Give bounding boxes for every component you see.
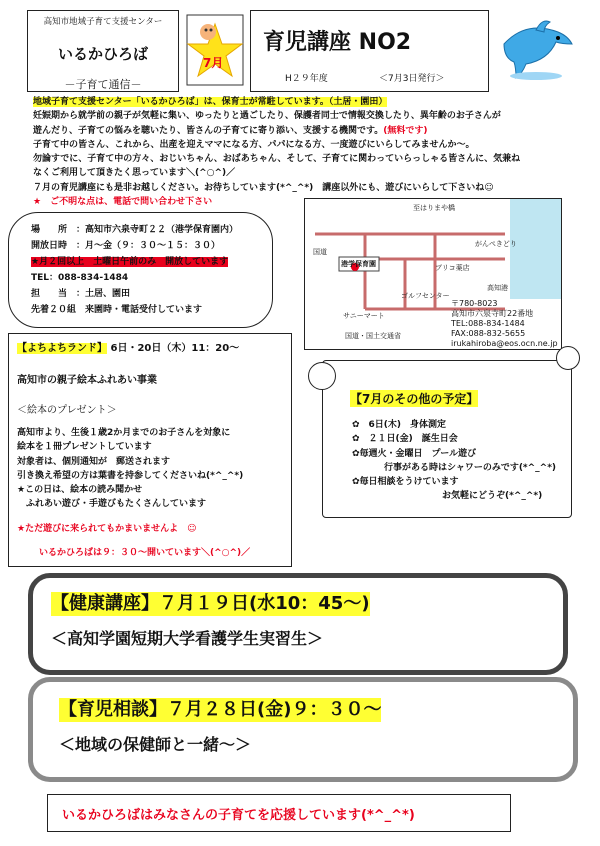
place-label: 場 所 ： <box>31 225 86 235</box>
gift-line: 対象者は、個別通知が 郵送されます <box>17 456 171 467</box>
footer-message: いるかひろばはみなさんの子育てを応援しています(*^_^*) <box>62 808 415 823</box>
welcome-note: ★ただ遊びに来られてもかまいませんよ ☺ <box>17 524 197 534</box>
fiscal-year: H２９年度 <box>285 74 328 84</box>
postal-code: 〒780-8023 <box>451 299 498 308</box>
intro-line: 勿論すでに、子育て中の方々、おじいちゃん、おばあちゃん、そして、子育てに関わっていらっしゃる皆さんに、気兼ね <box>33 154 521 165</box>
consultation-sub: ＜地域の保健師と一緒～＞ <box>59 735 252 754</box>
scroll-curl-icon <box>308 362 336 390</box>
map-fax: FAX:088-832-5655 <box>451 329 526 338</box>
map-address: 高知市六泉寺町22番地 <box>451 309 534 318</box>
map-label: 国道 <box>313 248 327 256</box>
gift-heading: ＜絵本のプレゼント＞ <box>17 405 117 416</box>
gift-line: 高知市より、生後１歳2か月までのお子さんを対象に <box>17 428 231 438</box>
other-schedule-title: 【7月のその他の予定】 <box>350 392 479 406</box>
yochiyochi-dates: 6日・20日（木）11：20～ <box>110 343 240 354</box>
days-value: 月～金（９：３０～１５：３０） <box>85 241 221 251</box>
open-note: いるかひろばは９：３０～開いています＼(^○^)／ <box>39 548 251 558</box>
map-label: がんぺきどり <box>475 240 517 248</box>
staff-label: 担 当 ： <box>31 289 86 299</box>
other-schedule-scroll <box>308 352 576 522</box>
month-badge: 7月 <box>203 56 224 70</box>
schedule-item: ✿ ２１日(金) 誕生日会 <box>352 434 458 445</box>
inquiry-note: ★ ご不明な点は、電話で問い合わせ下さい <box>33 197 213 208</box>
newsletter-subtitle: －子育て通信－ <box>64 78 142 91</box>
schedule-item: ✿毎日相談をうけています <box>352 477 459 488</box>
scroll-curl-icon <box>556 346 580 370</box>
intro <box>33 95 593 209</box>
intro-line: なくご利用して頂きたく思っています＼(^○^)／ <box>33 168 236 179</box>
center-name: 高知市地域子育て支援センター <box>43 17 163 27</box>
center-box <box>27 10 179 92</box>
schedule-item: 行事がある時はシャワーのみです(*^_^*) <box>384 462 557 473</box>
map-label: 至はりまや橋 <box>413 204 455 212</box>
project-name: 高知市の親子絵本ふれあい事業 <box>17 375 157 386</box>
intro-line: 妊娠期から就学前の親子が気軽に集い、ゆったりと過ごしたり、保護者同士で情報交換したり、異年齢のお子さんが <box>33 111 501 122</box>
intro-line: 遊んだり、子育ての悩みを聴いたり、皆さんの子育てに寄り添い、支援する機関です。 <box>33 125 384 136</box>
saturday-note: ★月２回以上 土曜日午前のみ 開放しています <box>31 257 229 267</box>
staff-value: 土居、園田 <box>85 289 131 299</box>
gift-line: ふれあい遊び・手遊びもたくさんしています <box>17 499 207 510</box>
capacity-note: 先着２０組 来園時・電話受付しています <box>31 305 203 315</box>
intro-staff-line: 地域子育て支援センター「いるかひろば」は、保育士が常駐しています。（土居・園田） <box>33 97 388 107</box>
map-label: 国道・国土交通省 <box>345 332 401 340</box>
gift-line: 絵本を１冊プレゼントしています <box>17 442 152 453</box>
dolphin-icon <box>496 14 576 84</box>
issue-date: ＜7月3日発行＞ <box>379 74 445 84</box>
yochiyochi-title: 【よちよちランド】 <box>17 343 107 354</box>
yochiyochi-box <box>8 333 292 567</box>
map-label: 港学保育園 <box>341 260 376 268</box>
map <box>304 198 562 350</box>
map-label: サニーマート <box>343 312 385 320</box>
consultation-banner <box>28 677 578 782</box>
map-tel: TEL:088-834-1484 <box>451 319 525 328</box>
title-box <box>250 10 489 92</box>
health-lecture-sub: ＜高知学園短期大学看護学生実習生＞ <box>51 629 324 648</box>
center-title: いるかひろば <box>57 45 148 63</box>
free-note: (無料です) <box>383 125 428 136</box>
tel: TEL：088-834-1484 <box>31 273 129 283</box>
health-lecture-banner <box>28 573 568 675</box>
map-label: ゴルフセンター <box>401 292 450 300</box>
intro-line: 子育て中の皆さん、これから、出産を迎えママになる方、パパになる方、一度遊びにいらしてみませんか～。 <box>33 139 475 150</box>
info-box <box>8 212 273 328</box>
map-label: ブリコ薬店 <box>435 264 470 272</box>
consultation-title: 【育児相談】７月２８日(金)９：３０～ <box>59 699 382 720</box>
intro-line: ７月の育児講座にも是非お越しください。お待ちしています(*^_^*) 講座以外にも、遊びにいらして下さいね☺ <box>33 182 494 193</box>
days-label: 開放日時 ： <box>31 241 86 251</box>
schedule-item: ✿毎週火・金曜日 プール遊び <box>352 448 477 459</box>
gift-line: ★この日は、絵本の読み聞かせ <box>17 485 143 496</box>
star-badge-icon <box>186 14 244 86</box>
footer-box <box>47 794 511 832</box>
schedule-item: お気軽にどうぞ(*^_^*) <box>442 491 543 502</box>
map-email: irukahiroba@eos.ocn.ne.jp <box>451 339 558 348</box>
health-lecture-title: 【健康講座】７月１９日(水10：45～) <box>51 593 370 614</box>
map-label: 高知港 <box>487 284 508 292</box>
place-value: 高知市六泉寺町２２（港学保育園内） <box>85 225 239 235</box>
schedule-item: ✿ 6日(木) 身体測定 <box>352 420 447 430</box>
page-title: 育児講座 NO2 <box>263 30 412 55</box>
gift-line: 引き換え希望の方は葉書を持参してくださいね(*^_^*) <box>17 470 244 481</box>
